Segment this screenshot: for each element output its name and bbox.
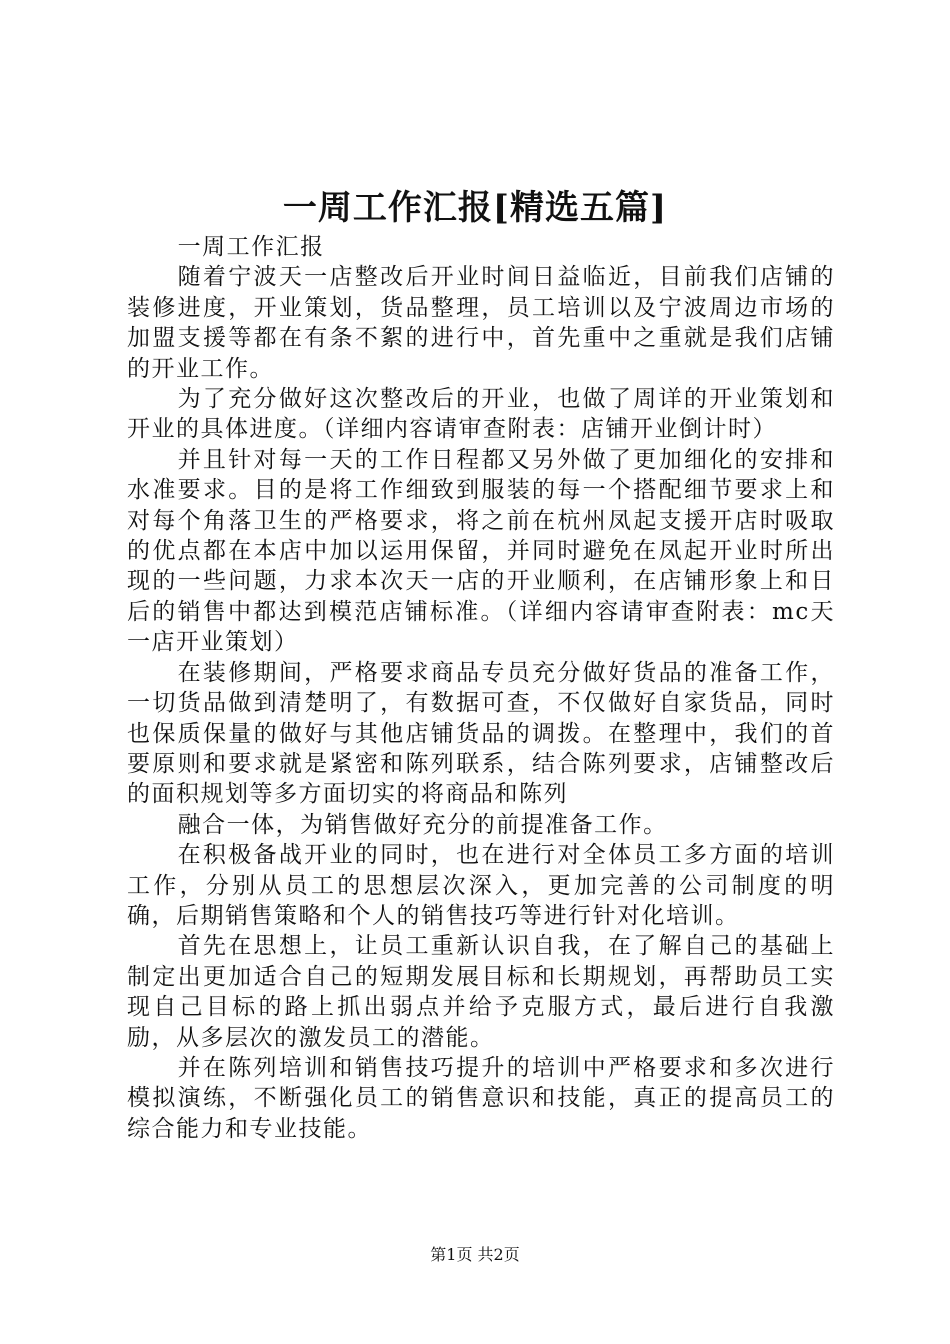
paragraph: 并在陈列培训和销售技巧提升的培训中严格要求和多次进行模拟演练，不断强化员工的销售意识和技能，真正的提高员工的综合能力和专业技能。 xyxy=(127,1054,835,1142)
paragraph: 融合一体，为销售做好充分的前提准备工作。 xyxy=(177,811,668,838)
paragraph: 随着宁波天一店整改后开业时间日益临近，目前我们店铺的装修进度，开业策划，货品整理，员工培训以及宁波周边市场的加盟支援等都在有条不絮的进行中，首先重中之重就是我们店铺的开业工作。 xyxy=(127,264,835,382)
paragraph: 在装修期间，严格要求商品专员充分做好货品的准备工作，一切货品做到清楚明了，有数据可查，不仅做好自家货品，同时也保质保量的做好与其他店铺货品的调拨。在整理中，我们的首要原则和要求就是紧密和陈列联系，结合陈列要求，店铺整改后的面积规划等多方面切实的将商品和陈列 xyxy=(127,659,835,808)
paragraph: 并且针对每一天的工作日程都又另外做了更加细化的安排和水准要求。目的是将工作细致到服装的每一个搭配细节要求上和对每个角落卫生的严格要求，将之前在杭州凤起支援开店时吸取的优点都在本店中加以运用保留，并同时避免在凤起开业时所出现的一些问题，力求本次天一店的开业顺利，在店铺形象上和日后的销售中都达到模范店铺标准。（详细内容请审查附表：mc天一店开业策划） xyxy=(127,446,835,656)
page-number-footer: 第1页 共2页 xyxy=(430,1245,520,1264)
paragraph: 为了充分做好这次整改后的开业，也做了周详的开业策划和开业的具体进度。（详细内容请审查附表：店铺开业倒计时） xyxy=(127,386,835,443)
document-body xyxy=(127,232,835,1144)
paragraph-heading: 一周工作汇报 xyxy=(177,234,325,260)
paragraph: 首先在思想上，让员工重新认识自我，在了解自己的基础上制定出更加适合自己的短期发展目标和长期规划，再帮助员工实现自己目标的路上抓出弱点并给予克服方式，最后进行自我激励，从多层次的激发员工的潜能。 xyxy=(127,933,835,1051)
paragraph: 在积极备战开业的同时，也在进行对全体员工多方面的培训工作，分别从员工的思想层次深入，更加完善的公司制度的明确，后期销售策略和个人的销售技巧等进行针对化培训。 xyxy=(127,842,835,929)
document-title: 一周工作汇报[精选五篇] xyxy=(282,188,668,228)
